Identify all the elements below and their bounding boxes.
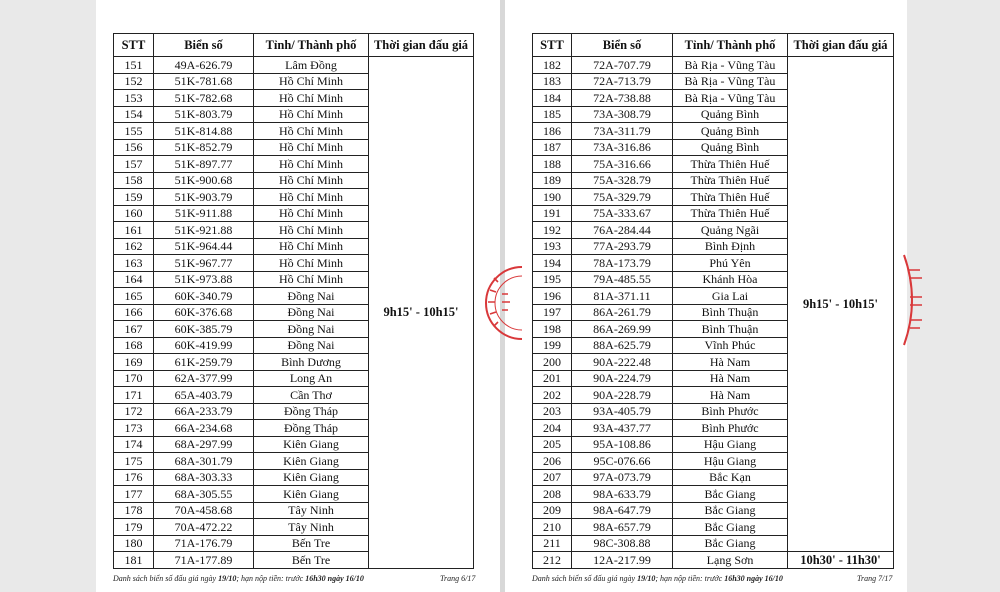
stt-cell: 203 — [533, 403, 572, 420]
stt-cell: 165 — [114, 288, 154, 305]
plate-cell: 51K-814.88 — [154, 123, 254, 140]
footer-deadline: 16h30 ngày 16/10 — [305, 574, 364, 583]
stt-cell: 210 — [533, 519, 572, 536]
table-header-row — [533, 34, 894, 57]
province-cell: Hà Nam — [673, 387, 788, 404]
stt-cell: 169 — [114, 354, 154, 371]
stt-cell: 167 — [114, 321, 154, 338]
province-cell: Bình Định — [673, 238, 788, 255]
stt-cell: 153 — [114, 90, 154, 107]
plate-cell: 51K-803.79 — [154, 106, 254, 123]
plate-cell: 73A-308.79 — [572, 106, 673, 123]
plate-cell: 88A-625.79 — [572, 337, 673, 354]
auction-time-cell-last: 10h30' - 11h30' — [788, 552, 894, 569]
header-stt: STT — [533, 34, 572, 57]
plate-cell: 51K-973.88 — [154, 271, 254, 288]
province-cell: Đồng Nai — [254, 288, 369, 305]
plate-cell: 73A-316.86 — [572, 139, 673, 156]
footer-mid: ; hạn nộp tiền: trước — [236, 574, 306, 583]
stt-cell: 151 — [114, 57, 154, 74]
plate-cell: 86A-261.79 — [572, 304, 673, 321]
stt-cell: 188 — [533, 156, 572, 173]
table-header-row — [114, 34, 474, 57]
plate-cell: 90A-224.79 — [572, 370, 673, 387]
table-row — [114, 57, 474, 74]
province-cell: Hồ Chí Minh — [254, 73, 369, 90]
plate-cell: 49A-626.79 — [154, 57, 254, 74]
stt-cell: 174 — [114, 436, 154, 453]
auction-time-cell: 9h15' - 10h15' — [369, 57, 474, 569]
stt-cell: 177 — [114, 486, 154, 503]
stt-cell: 184 — [533, 90, 572, 107]
plate-cell: 71A-177.89 — [154, 552, 254, 569]
footer-date: 19/10 — [218, 574, 237, 583]
stt-cell: 199 — [533, 337, 572, 354]
stt-cell: 202 — [533, 387, 572, 404]
plate-cell: 51K-852.79 — [154, 139, 254, 156]
plate-cell: 72A-713.79 — [572, 73, 673, 90]
province-cell: Thừa Thiên Huế — [673, 172, 788, 189]
province-cell: Đồng Tháp — [254, 403, 369, 420]
plate-cell: 12A-217.99 — [572, 552, 673, 569]
plate-cell: 60K-376.68 — [154, 304, 254, 321]
province-cell: Quảng Bình — [673, 123, 788, 140]
plate-cell: 51K-964.44 — [154, 238, 254, 255]
province-cell: Quảng Bình — [673, 106, 788, 123]
header-plate: Biển số — [154, 34, 254, 57]
stt-cell: 201 — [533, 370, 572, 387]
stt-cell: 208 — [533, 486, 572, 503]
province-cell: Kiên Giang — [254, 469, 369, 486]
province-cell: Bắc Giang — [673, 502, 788, 519]
province-cell: Bắc Kạn — [673, 469, 788, 486]
province-cell: Bà Rịa - Vũng Tàu — [673, 57, 788, 74]
stt-cell: 152 — [114, 73, 154, 90]
stt-cell: 211 — [533, 535, 572, 552]
table-row — [533, 57, 894, 74]
plate-cell: 68A-301.79 — [154, 453, 254, 470]
plate-cell: 86A-269.99 — [572, 321, 673, 338]
province-cell: Đồng Nai — [254, 321, 369, 338]
province-cell: Bến Tre — [254, 535, 369, 552]
stt-cell: 189 — [533, 172, 572, 189]
province-cell: Cần Thơ — [254, 387, 369, 404]
plate-cell: 72A-738.88 — [572, 90, 673, 107]
table-row — [533, 552, 894, 569]
province-cell: Quảng Bình — [673, 139, 788, 156]
plate-cell: 75A-329.79 — [572, 189, 673, 206]
stt-cell: 186 — [533, 123, 572, 140]
page-footer — [113, 574, 364, 583]
plate-cell: 51K-897.77 — [154, 156, 254, 173]
plate-cell: 51K-967.77 — [154, 255, 254, 272]
stt-cell: 163 — [114, 255, 154, 272]
province-cell: Vĩnh Phúc — [673, 337, 788, 354]
stt-cell: 159 — [114, 189, 154, 206]
stt-cell: 172 — [114, 403, 154, 420]
province-cell: Hồ Chí Minh — [254, 139, 369, 156]
stt-cell: 190 — [533, 189, 572, 206]
province-cell: Bà Rịa - Vũng Tàu — [673, 90, 788, 107]
province-cell: Hậu Giang — [673, 453, 788, 470]
auction-time-cell: 9h15' - 10h15' — [788, 57, 894, 552]
stt-cell: 195 — [533, 271, 572, 288]
province-cell: Hồ Chí Minh — [254, 238, 369, 255]
stt-cell: 196 — [533, 288, 572, 305]
plate-cell: 65A-403.79 — [154, 387, 254, 404]
stt-cell: 156 — [114, 139, 154, 156]
plate-cell: 51K-903.79 — [154, 189, 254, 206]
province-cell: Hà Nam — [673, 354, 788, 371]
auction-table-page-7 — [532, 33, 894, 569]
stt-cell: 191 — [533, 205, 572, 222]
plate-cell: 93A-405.79 — [572, 403, 673, 420]
province-cell: Hà Nam — [673, 370, 788, 387]
stt-cell: 154 — [114, 106, 154, 123]
stt-cell: 187 — [533, 139, 572, 156]
province-cell: Thừa Thiên Huế — [673, 189, 788, 206]
province-cell: Bình Dương — [254, 354, 369, 371]
plate-cell: 68A-297.99 — [154, 436, 254, 453]
province-cell: Gia Lai — [673, 288, 788, 305]
stt-cell: 185 — [533, 106, 572, 123]
stt-cell: 207 — [533, 469, 572, 486]
province-cell: Phú Yên — [673, 255, 788, 272]
province-cell: Hồ Chí Minh — [254, 156, 369, 173]
province-cell: Bắc Giang — [673, 519, 788, 536]
stt-cell: 193 — [533, 238, 572, 255]
plate-cell: 51K-782.68 — [154, 90, 254, 107]
stt-cell: 181 — [114, 552, 154, 569]
plate-cell: 66A-233.79 — [154, 403, 254, 420]
footer-deadline: 16h30 ngày 16/10 — [724, 574, 783, 583]
plate-cell: 60K-419.99 — [154, 337, 254, 354]
plate-cell: 73A-311.79 — [572, 123, 673, 140]
stt-cell: 175 — [114, 453, 154, 470]
plate-cell: 66A-234.68 — [154, 420, 254, 437]
plate-cell: 90A-222.48 — [572, 354, 673, 371]
plate-cell: 60K-340.79 — [154, 288, 254, 305]
province-cell: Hồ Chí Minh — [254, 123, 369, 140]
header-province: Tỉnh/ Thành phố — [254, 34, 369, 57]
stt-cell: 176 — [114, 469, 154, 486]
header-plate: Biển số — [572, 34, 673, 57]
province-cell: Hồ Chí Minh — [254, 189, 369, 206]
plate-cell: 60K-385.79 — [154, 321, 254, 338]
plate-cell: 71A-176.79 — [154, 535, 254, 552]
stt-cell: 162 — [114, 238, 154, 255]
province-cell: Khánh Hòa — [673, 271, 788, 288]
stt-cell: 168 — [114, 337, 154, 354]
document-page-7 — [505, 0, 907, 592]
province-cell: Đồng Tháp — [254, 420, 369, 437]
province-cell: Lạng Sơn — [673, 552, 788, 569]
page-number: Trang 6/17 — [440, 574, 476, 583]
plate-cell: 68A-303.33 — [154, 469, 254, 486]
plate-cell: 90A-228.79 — [572, 387, 673, 404]
plate-cell: 98A-647.79 — [572, 502, 673, 519]
province-cell: Kiên Giang — [254, 486, 369, 503]
province-cell: Bình Phước — [673, 403, 788, 420]
stt-cell: 166 — [114, 304, 154, 321]
plate-cell: 51K-911.88 — [154, 205, 254, 222]
header-auction-time: Thời gian đấu giá — [369, 34, 474, 57]
province-cell: Bắc Giang — [673, 535, 788, 552]
document-page-6 — [96, 0, 500, 592]
stt-cell: 212 — [533, 552, 572, 569]
auction-table-page-6 — [113, 33, 474, 569]
footer-date: 19/10 — [637, 574, 656, 583]
province-cell: Bình Thuận — [673, 321, 788, 338]
stt-cell: 180 — [114, 535, 154, 552]
plate-cell: 75A-333.67 — [572, 205, 673, 222]
province-cell: Hồ Chí Minh — [254, 271, 369, 288]
page-number: Trang 7/17 — [857, 574, 893, 583]
province-cell: Long An — [254, 370, 369, 387]
plate-cell: 77A-293.79 — [572, 238, 673, 255]
province-cell: Kiên Giang — [254, 453, 369, 470]
stt-cell: 171 — [114, 387, 154, 404]
header-auction-time: Thời gian đấu giá — [788, 34, 894, 57]
plate-cell: 68A-305.55 — [154, 486, 254, 503]
header-province: Tỉnh/ Thành phố — [673, 34, 788, 57]
footer-mid: ; hạn nộp tiền: trước — [655, 574, 725, 583]
stt-cell: 161 — [114, 222, 154, 239]
stt-cell: 160 — [114, 205, 154, 222]
footer-prefix: Danh sách biển số đấu giá ngày — [532, 574, 638, 583]
province-cell: Bến Tre — [254, 552, 369, 569]
stt-cell: 164 — [114, 271, 154, 288]
plate-cell: 70A-458.68 — [154, 502, 254, 519]
red-seal-stamp — [478, 264, 522, 342]
stt-cell: 206 — [533, 453, 572, 470]
plate-cell: 78A-173.79 — [572, 255, 673, 272]
stt-cell: 194 — [533, 255, 572, 272]
stt-cell: 205 — [533, 436, 572, 453]
stt-cell: 157 — [114, 156, 154, 173]
stt-cell: 170 — [114, 370, 154, 387]
stt-cell: 192 — [533, 222, 572, 239]
stt-cell: 178 — [114, 502, 154, 519]
plate-cell: 76A-284.44 — [572, 222, 673, 239]
plate-cell: 81A-371.11 — [572, 288, 673, 305]
province-cell: Tây Ninh — [254, 502, 369, 519]
province-cell: Bình Thuận — [673, 304, 788, 321]
plate-cell: 51K-781.68 — [154, 73, 254, 90]
province-cell: Hồ Chí Minh — [254, 255, 369, 272]
plate-cell: 95C-076.66 — [572, 453, 673, 470]
province-cell: Lâm Đồng — [254, 57, 369, 74]
stt-cell: 204 — [533, 420, 572, 437]
plate-cell: 61K-259.79 — [154, 354, 254, 371]
stt-cell: 173 — [114, 420, 154, 437]
plate-cell: 97A-073.79 — [572, 469, 673, 486]
province-cell: Quảng Ngãi — [673, 222, 788, 239]
page-footer — [532, 574, 783, 583]
province-cell: Thừa Thiên Huế — [673, 156, 788, 173]
plate-cell: 75A-316.66 — [572, 156, 673, 173]
province-cell: Bà Rịa - Vũng Tàu — [673, 73, 788, 90]
stt-cell: 179 — [114, 519, 154, 536]
province-cell: Kiên Giang — [254, 436, 369, 453]
province-cell: Hồ Chí Minh — [254, 106, 369, 123]
plate-cell: 75A-328.79 — [572, 172, 673, 189]
plate-cell: 98C-308.88 — [572, 535, 673, 552]
plate-cell: 98A-633.79 — [572, 486, 673, 503]
stt-cell: 209 — [533, 502, 572, 519]
plate-cell: 93A-437.77 — [572, 420, 673, 437]
province-cell: Bắc Giang — [673, 486, 788, 503]
province-cell: Tây Ninh — [254, 519, 369, 536]
red-seal-stamp-partial — [902, 245, 926, 355]
stt-cell: 197 — [533, 304, 572, 321]
header-stt: STT — [114, 34, 154, 57]
plate-cell: 70A-472.22 — [154, 519, 254, 536]
plate-cell: 95A-108.86 — [572, 436, 673, 453]
plate-cell: 79A-485.55 — [572, 271, 673, 288]
stt-cell: 183 — [533, 73, 572, 90]
stt-cell: 155 — [114, 123, 154, 140]
province-cell: Hồ Chí Minh — [254, 222, 369, 239]
stt-cell: 198 — [533, 321, 572, 338]
province-cell: Hậu Giang — [673, 436, 788, 453]
province-cell: Hồ Chí Minh — [254, 172, 369, 189]
province-cell: Thừa Thiên Huế — [673, 205, 788, 222]
plate-cell: 51K-900.68 — [154, 172, 254, 189]
stt-cell: 200 — [533, 354, 572, 371]
plate-cell: 98A-657.79 — [572, 519, 673, 536]
province-cell: Đồng Nai — [254, 337, 369, 354]
footer-prefix: Danh sách biển số đấu giá ngày — [113, 574, 219, 583]
province-cell: Hồ Chí Minh — [254, 90, 369, 107]
plate-cell: 51K-921.88 — [154, 222, 254, 239]
stt-cell: 182 — [533, 57, 572, 74]
plate-cell: 62A-377.99 — [154, 370, 254, 387]
province-cell: Hồ Chí Minh — [254, 205, 369, 222]
province-cell: Bình Phước — [673, 420, 788, 437]
province-cell: Đồng Nai — [254, 304, 369, 321]
plate-cell: 72A-707.79 — [572, 57, 673, 74]
stt-cell: 158 — [114, 172, 154, 189]
